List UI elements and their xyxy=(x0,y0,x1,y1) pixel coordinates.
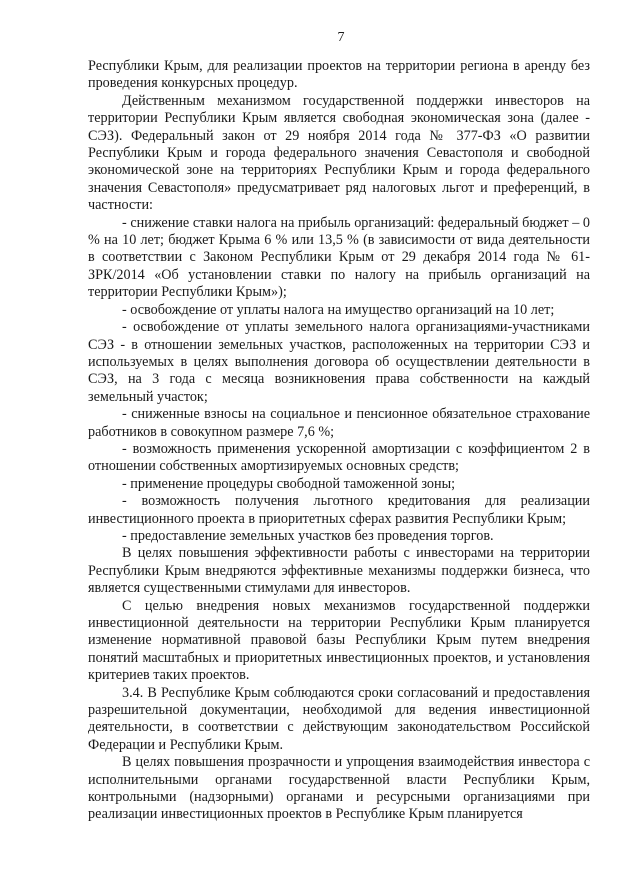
paragraph-section-3-4: 3.4. В Республике Крым соблюдаются сроки согласований и предоставления разрешительной документации, необходимой для ведения инвестиционной деятельности, в соответствии с действующим законодательством Российской Федерации и Республики Крым. xyxy=(88,684,590,753)
list-item-insurance: - сниженные взносы на социальное и пенсионное обязательное страхование работников в совокупном размере 7,6 %; xyxy=(88,406,590,440)
list-item-property-tax: - освобождение от уплаты налога на имущество организаций на 10 лет; xyxy=(122,301,555,318)
paragraph-transparency: В целях повышения прозрачности и упрощения взаимодействия инвестора с исполнительными органами государственной власти Республики Крым, контрольными (надзорными) органами и ресурсными организациями при реализации инвестиционных проектов в Республике Крым планируется xyxy=(88,754,590,823)
list-item-profit-tax: - снижение ставки налога на прибыль организаций: федеральный бюджет – 0 % на 10 лет; бюджет Крыма 6 % или 13,5 % (в зависимости от вида деятельности в соответствии с Законом Республики Крым от 29 декабря 2014 года № 61-ЗРК/2014 «Об установлении ставки по налогу на прибыль организаций на территории Республики Крым»); xyxy=(88,214,590,301)
list-item-credit: - возможность получения льготного кредитования для реализации инвестиционного проекта в приоритетных сферах развития Республики Крым; xyxy=(88,493,590,527)
list-item-land-plots: - предоставление земельных участков без проведения торгов. xyxy=(122,527,494,544)
page-number: 7 xyxy=(337,30,345,45)
list-item-amortization: - возможность применения ускоренной амортизации с коэффициентом 2 в отношении собственных амортизируемых основных средств; xyxy=(88,440,590,475)
paragraph-new-mechanisms: С целью внедрения новых механизмов государственной поддержки инвестиционной деятельности на территории Республики Крым планируется изменение нормативной правовой базы Республики Крым путем внедрения понятий масштабных и приоритетных инвестиционных проектов, и установления критериев таких проектов. xyxy=(88,597,590,684)
paragraph-sez-intro: Действенным механизмом государственной поддержки инвесторов на территории Республики Крым является свободная экономическая зона (далее - СЭЗ). Федеральный закон от 29 ноября 2014 года № 377-ФЗ «О развитии Республики Крым и города федерального значения Севастополя и свободной экономической зоне на территориях Республики Крым и города федерального значения Севастополя» предусматривает ряд налоговых льгот и преференций, в частности: xyxy=(88,92,590,214)
document-body xyxy=(88,58,590,824)
paragraph-continuation: Республики Крым, для реализации проектов на территории региона в аренду без проведения конкурсных процедур. xyxy=(88,58,590,92)
list-item-land-tax: - освобождение от уплаты земельного налога организациями-участниками СЭЗ - в отношении земельных участков, расположенных на территории СЭЗ и используемых в целях выполнения договора об осуществлении деятельности в СЭЗ, на 3 года с месяца возникновения права собственности на каждый земельный участок; xyxy=(88,319,590,405)
paragraph-support-mechanisms: В целях повышения эффективности работы с инвесторами на территории Республики Крым внедряются эффективные механизмы поддержки бизнеса, что является существенными стимулами для инвесторов. xyxy=(88,545,590,597)
list-item-customs-zone: - применение процедуры свободной таможенной зоны; xyxy=(122,475,456,492)
